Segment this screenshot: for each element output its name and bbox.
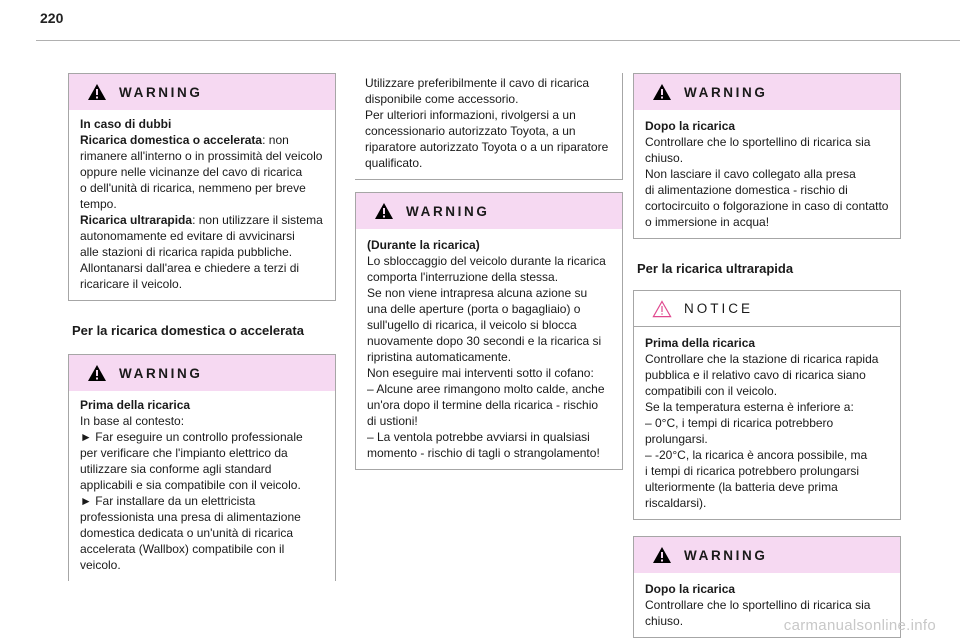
text: Controllare che lo sportellino di ricarica sia: [645, 598, 871, 612]
warning-title: WARNING: [119, 84, 203, 100]
text: tempo.: [80, 197, 117, 211]
text: – La ventola potrebbe avviarsi in qualsiasi: [367, 430, 590, 444]
text-line: [80, 164, 325, 180]
header-rule: [36, 40, 960, 41]
bold-text: Dopo la ricarica: [645, 582, 736, 596]
text: sull'ugello di ricarica, il veicolo si blocca: [367, 318, 577, 332]
text: professionista una presa di alimentazione: [80, 510, 301, 524]
text: o dell'unità di ricarica, nemmeno per breve: [80, 181, 306, 195]
text-line: [367, 349, 612, 365]
warning-body: [69, 391, 335, 581]
text: i tempi di ricarica potrebbero prolungarsi: [645, 464, 860, 478]
text-line: [80, 180, 325, 196]
text: ulteriormente (la batteria deve prima: [645, 480, 838, 494]
warning-triangle-icon: [87, 364, 107, 382]
text-line: [645, 150, 890, 166]
text: chiuso.: [645, 151, 684, 165]
warning-box-in-doubt: [68, 73, 336, 301]
text-line: [645, 367, 890, 383]
text-line: [367, 269, 612, 285]
column-right: [633, 73, 901, 638]
notice-triangle-icon: [652, 300, 672, 318]
text: momento - rischio di tagli o strangolamento!: [367, 446, 600, 460]
warning-header: [69, 355, 335, 391]
text: Se non viene intrapresa alcuna azione su: [367, 286, 588, 300]
warning-box-during-charging: [355, 192, 623, 470]
text: Per ulteriori informazioni, rivolgersi a un: [365, 108, 576, 122]
text: Non lasciare il cavo collegato alla presa: [645, 167, 856, 181]
text-line: [80, 244, 325, 260]
text: alle stazioni di ricarica rapida pubbliche.: [80, 245, 293, 259]
text: domestica dedicata o un'unità di ricarica: [80, 526, 294, 540]
warning-header: [69, 74, 335, 110]
text: – -20°C, la ricarica è ancora possibile, ma: [645, 448, 868, 462]
text: In base al contesto:: [80, 414, 185, 428]
warning-body: [356, 229, 622, 469]
text: Controllare che lo sportellino di ricarica sia: [645, 135, 871, 149]
text: – Alcune aree rimangono molto calde, anche: [367, 382, 605, 396]
text-line: [365, 75, 612, 91]
text-line: [645, 495, 890, 511]
warning-title: WARNING: [119, 365, 203, 381]
text-line: [80, 196, 325, 212]
warning-title: WARNING: [684, 84, 768, 100]
column-middle: [355, 73, 623, 470]
text-line: [80, 509, 325, 525]
text-line: [367, 317, 612, 333]
bold-text: Ricarica ultrarapida: [80, 213, 193, 227]
warning-triangle-icon: [374, 202, 394, 220]
text-line: [645, 118, 890, 134]
notice-title: NOTICE: [684, 301, 754, 316]
text-line: [80, 445, 325, 461]
warning-title: WARNING: [406, 203, 490, 219]
notice-header: [634, 291, 900, 327]
text-line: [367, 429, 612, 445]
warning-triangle-icon: [652, 546, 672, 564]
warning-continuation: [355, 73, 623, 180]
text: cortocircuito o folgorazione in caso di contatto: [645, 199, 889, 213]
text-line: [367, 301, 612, 317]
text: ► Far installare da un elettricista: [80, 494, 256, 508]
text: ricaricare il veicolo.: [80, 277, 183, 291]
text: Non eseguire mai interventi sotto il cofano:: [367, 366, 594, 380]
text: di ustioni!: [367, 414, 418, 428]
watermark: carmanualsonline.info: [783, 617, 936, 634]
text: ripristina automaticamente.: [367, 350, 512, 364]
warning-box-after-charging: [633, 73, 901, 239]
text: veicolo.: [80, 558, 121, 572]
text: rimanere all'interno o in prossimità del veicolo: [80, 149, 323, 163]
text-line: [367, 237, 612, 253]
text: utilizzare sia conforme agli standard: [80, 462, 272, 476]
text-line: [645, 479, 890, 495]
text-line: [367, 445, 612, 461]
text-line: [367, 333, 612, 349]
bold-text: Dopo la ricarica: [645, 119, 736, 133]
text-line: [645, 399, 890, 415]
text-line: [645, 166, 890, 182]
text: comporta l'interruzione della stessa.: [367, 270, 559, 284]
text: pubblica e il relativo cavo di ricarica siano: [645, 368, 866, 382]
text: Allontanarsi dall'area e chiedere a terzi di: [80, 261, 300, 275]
text: riparatore autorizzato Toyota o a un riparatore: [365, 140, 609, 154]
text-line: [365, 91, 612, 107]
text-line: [645, 351, 890, 367]
text-line: [367, 381, 612, 397]
text: o immersione in acqua!: [645, 215, 770, 229]
text: riscaldarsi).: [645, 496, 707, 510]
text-line: [365, 155, 612, 171]
text-line: [80, 477, 325, 493]
text-line: [645, 335, 890, 351]
text-line: [645, 182, 890, 198]
warning-body: [69, 110, 335, 300]
text: una delle aperture (porta o bagagliaio) o: [367, 302, 581, 316]
text-line: [365, 139, 612, 155]
text-line: [645, 134, 890, 150]
text-line: [80, 397, 325, 413]
text: Se la temperatura esterna è inferiore a:: [645, 400, 854, 414]
text: di alimentazione domestica - rischio di: [645, 183, 848, 197]
text-line: [80, 541, 325, 557]
text-line: [80, 525, 325, 541]
text-line: [80, 212, 325, 228]
notice-box-before-charging: [633, 290, 901, 520]
text: Controllare che la stazione di ricarica rapida: [645, 352, 879, 366]
text-line: [80, 429, 325, 445]
bold-text: Ricarica domestica o accelerata: [80, 133, 263, 147]
column-left: [68, 73, 336, 581]
warning-title: WARNING: [684, 547, 768, 563]
warning-box-before-charging: [68, 354, 336, 581]
text-line: [365, 123, 612, 139]
bold-text: Prima della ricarica: [80, 398, 191, 412]
text-line: [645, 431, 890, 447]
text-line: [80, 461, 325, 477]
warning-body: [634, 110, 900, 238]
text-line: [645, 415, 890, 431]
text: disponibile come accessorio.: [365, 92, 519, 106]
text-line: [80, 116, 325, 132]
text-line: [80, 228, 325, 244]
text: qualificato.: [365, 156, 423, 170]
text: prolungarsi.: [645, 432, 708, 446]
notice-body: [634, 327, 900, 519]
text-line: [645, 463, 890, 479]
text-line: [645, 597, 890, 613]
text-line: [645, 198, 890, 214]
section-title-home-charging: Per la ricarica domestica o accelerata: [72, 323, 304, 338]
text-line: [367, 413, 612, 429]
text-line: [367, 253, 612, 269]
text-line: [645, 447, 890, 463]
text-line: [80, 413, 325, 429]
text: compatibili con il veicolo.: [645, 384, 778, 398]
text-line: [367, 365, 612, 381]
text: oppure nelle vicinanze del cavo di ricarica: [80, 165, 303, 179]
text: Lo sbloccaggio del veicolo durante la ricarica: [367, 254, 606, 268]
text-line: [80, 493, 325, 509]
bold-text: In caso di dubbi: [80, 117, 172, 131]
warning-triangle-icon: [652, 83, 672, 101]
warning-header: [356, 193, 622, 229]
bold-text: Prima della ricarica: [645, 336, 756, 350]
text: applicabili e sia compatibile con il veicolo.: [80, 478, 301, 492]
warning-header: [634, 74, 900, 110]
text-line: [367, 397, 612, 413]
text: concessionario autorizzato Toyota, a un: [365, 124, 576, 138]
text: : non utilizzare il sistema: [192, 213, 323, 227]
text: accelerata (Wallbox) compatibile con il: [80, 542, 285, 556]
text: per verificare che l'impianto elettrico da: [80, 446, 288, 460]
text: : non: [262, 133, 289, 147]
page-number: 220: [40, 10, 64, 26]
text-line: [80, 557, 325, 573]
warning-header: [634, 537, 900, 573]
text-line: [80, 276, 325, 292]
text: un'ora dopo il termine della ricarica - rischio: [367, 398, 599, 412]
text-line: [367, 285, 612, 301]
text-line: [645, 383, 890, 399]
text-line: [80, 132, 325, 148]
text: nuovamente dopo 30 secondi e la ricarica si: [367, 334, 602, 348]
text-line: [80, 260, 325, 276]
text-line: [645, 581, 890, 597]
bold-text: (Durante la ricarica): [367, 238, 480, 252]
text: chiuso.: [645, 614, 684, 628]
warning-triangle-icon: [87, 83, 107, 101]
section-title-ultrafast-charging: Per la ricarica ultrarapida: [637, 261, 794, 276]
text: – 0°C, i tempi di ricarica potrebbero: [645, 416, 834, 430]
text-line: [645, 214, 890, 230]
text: autonomamente ed evitare di avvicinarsi: [80, 229, 295, 243]
text: Utilizzare preferibilmente il cavo di ricarica: [365, 76, 590, 90]
text-line: [365, 107, 612, 123]
text: ► Far eseguire un controllo professionale: [80, 430, 303, 444]
text-line: [80, 148, 325, 164]
